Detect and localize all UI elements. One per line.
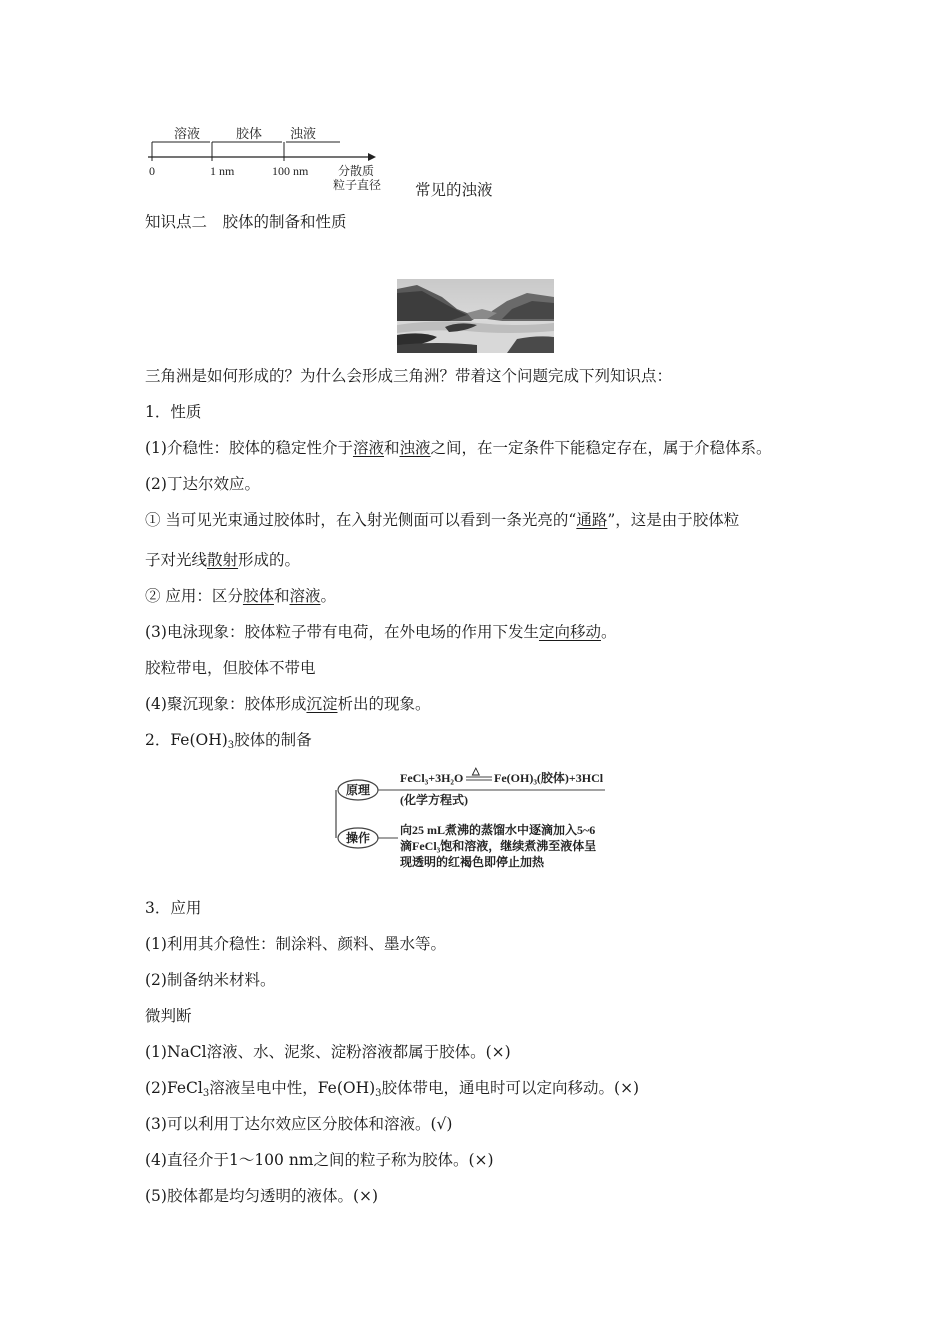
tyndall-point-1 (145, 510, 739, 530)
text-segment: 和 (383, 439, 400, 457)
heading-num: 1． (145, 403, 171, 421)
text-segment: 和 (273, 587, 290, 605)
heading-properties (145, 402, 201, 422)
text-segment: 。 (320, 587, 336, 605)
text-segment: (1)介稳性：胶体的稳定性介于 (145, 439, 353, 457)
note-charge: 胶粒带电，但胶体不带电 (145, 659, 316, 677)
judge-item-3: (3)可以利用丁达尔效应区分胶体和溶液。(√) (145, 1115, 453, 1133)
equation-condition: △ (472, 766, 480, 777)
judge-title: 微判断 (145, 1007, 192, 1025)
preparation-flow-diagram (320, 762, 620, 874)
tyndall-point-2 (145, 586, 336, 606)
heading-text: 应用 (170, 899, 202, 917)
application-1: (1)利用其介稳性：制涂料、颜料、墨水等。 (145, 935, 446, 953)
property-metastability (145, 438, 772, 458)
text-segment: (4)聚沉现象：胶体形成 (145, 695, 307, 713)
operation-line-2: 滴FeCl₃饱和溶液，继续煮沸至液体呈 (400, 839, 597, 853)
equation-left: FeCl₃+3H₂O (400, 771, 464, 785)
heading-num: 3． (145, 899, 171, 917)
text-segment: 子对光线 (145, 551, 208, 569)
operation-label: 操作 (346, 831, 371, 845)
answer-solution: 溶液 (352, 439, 384, 457)
delta-landscape-photo (397, 279, 554, 353)
label-suspension: 浊液 (290, 126, 317, 141)
axis-label-2: 粒子直径 (333, 178, 382, 192)
answer-directional-movement: 定向移动 (538, 623, 601, 641)
subscript: 3 (375, 1088, 382, 1099)
subscript: 3 (227, 740, 235, 751)
text-segment: 胶体带电，通电时可以定向移动。(×) (381, 1079, 640, 1097)
judge-item-5: (5)胶体都是均匀透明的液体。(×) (145, 1187, 379, 1205)
tyndall-point-1-cont (145, 550, 300, 570)
answer-colloid: 胶体 (242, 587, 274, 605)
text-segment: ”，这是由于胶体粒 (607, 511, 740, 529)
common-suspension-text: 常见的浊液 (415, 181, 493, 199)
operation-line-3: 现透明的红褐色即停止加热 (400, 855, 545, 869)
heading-preparation (145, 730, 312, 756)
axis-label-1: 分散质 (338, 164, 375, 178)
text-segment: 之间，在一定条件下能稳定存在，属于介稳体系。 (430, 439, 772, 457)
text-segment: (2)FeCl (145, 1079, 203, 1097)
text-segment: 形成的。 (238, 551, 301, 569)
equation-right: Fe(OH)₃(胶体)+3HCl (494, 771, 604, 785)
section-title: 知识点二 胶体的制备和性质 (145, 213, 347, 231)
principle-label: 原理 (346, 783, 371, 797)
intro-question: 三角洲是如何形成的？为什么会形成三角洲？带着这个问题完成下列知识点： (145, 367, 673, 385)
text-segment: 。 (600, 623, 617, 641)
property-electrophoresis (145, 622, 617, 642)
text-segment: ① 当可见光束通过胶体时，在入射光侧面可以看到一条光亮的“ (145, 511, 577, 529)
answer-scattering: 散射 (207, 551, 239, 569)
text-segment: (3)电泳现象：胶体粒子带有电荷，在外电场的作用下发生 (145, 623, 539, 641)
heading-num: 2． (145, 731, 171, 749)
text-segment: 析出的现象。 (337, 695, 431, 713)
property-tyndall: (2)丁达尔效应。 (145, 475, 260, 493)
judge-item-1: (1)NaCl溶液、水、泥浆、淀粉溶液都属于胶体。(×) (145, 1043, 511, 1061)
application-2: (2)制备纳米材料。 (145, 971, 276, 989)
heading-text: 性质 (170, 403, 202, 421)
label-solution: 溶液 (174, 126, 201, 141)
answer-solution: 溶液 (289, 587, 321, 605)
judge-item-2 (145, 1078, 639, 1104)
particle-size-scale-diagram (140, 120, 400, 200)
operation-line-1: 向25 mL煮沸的蒸馏水中逐滴加入5~6 (400, 823, 596, 837)
tick-1nm: 1 nm (210, 164, 235, 178)
judge-item-4: (4)直径介于1～100 nm之间的粒子称为胶体。(×) (145, 1151, 494, 1169)
tick-0: 0 (149, 164, 155, 178)
heading-text: 胶体的制备 (234, 731, 312, 749)
answer-suspension: 浊液 (399, 439, 431, 457)
answer-path: 通路 (576, 511, 608, 529)
heading-application (145, 898, 201, 918)
text-segment: 溶液呈电中性，Fe(OH) (209, 1079, 376, 1097)
heading-text: Fe(OH) (170, 731, 228, 749)
tick-100nm: 100 nm (272, 164, 309, 178)
property-coagulation (145, 694, 431, 714)
subscript: 3 (202, 1088, 210, 1099)
equation-note: (化学方程式) (400, 793, 468, 807)
answer-precipitate: 沉淀 (306, 695, 338, 713)
label-colloid: 胶体 (236, 126, 263, 141)
text-segment: ② 应用：区分 (145, 587, 243, 605)
